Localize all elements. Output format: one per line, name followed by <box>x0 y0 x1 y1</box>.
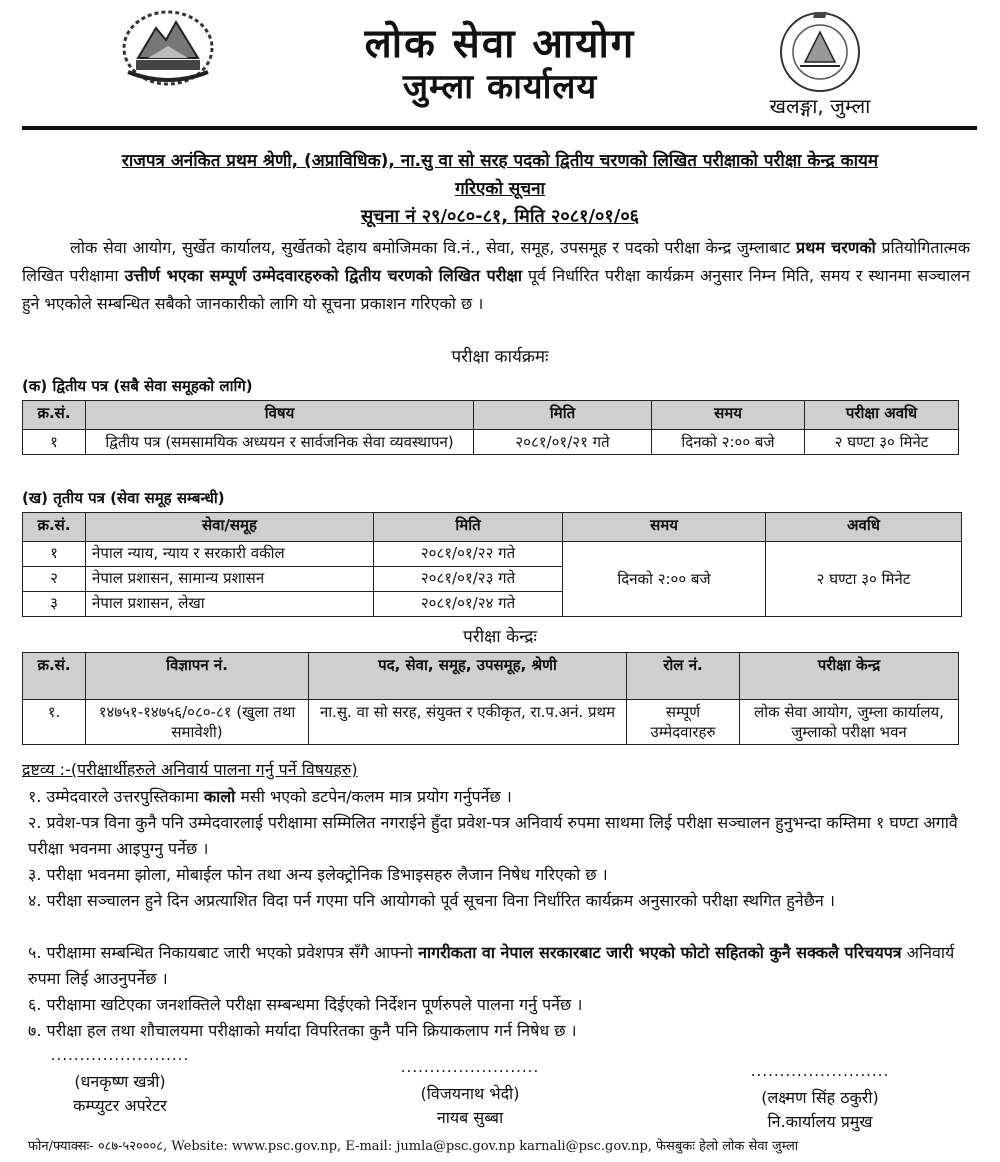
signature-block-3 <box>730 1062 910 1132</box>
table-header: मिति <box>474 401 652 430</box>
table-header: परीक्षा केन्द्र <box>740 653 959 700</box>
signature-block-2 <box>390 1058 550 1128</box>
table-header: विषय <box>86 401 474 430</box>
table-header: क्र.सं. <box>23 401 86 430</box>
notice-number: सूचना नं २९/०८०-८१, मिति २०८१/०१/०६ <box>360 206 640 227</box>
program-title: परीक्षा कार्यक्रमः <box>451 347 549 367</box>
table-cell-duration: २ घण्टा ३० मिनेट <box>766 542 962 617</box>
table-cell: १ <box>23 430 86 455</box>
notes-heading: द्रष्टव्य :-(परीक्षार्थीहरुले अनिवार्य पालना गर्नु पर्ने विषयहरु) <box>22 760 358 779</box>
table-header: क्र.सं. <box>23 653 86 700</box>
table-cell: ना.सु. वा सो सरह, संयुक्त र एकीकृत, रा.प.अनं. प्रथम <box>309 700 627 745</box>
table-cell: नेपाल प्रशासन, सामान्य प्रशासन <box>86 567 374 592</box>
table-cell: १ <box>23 542 86 567</box>
table-header: विज्ञापन नं. <box>86 653 309 700</box>
table-cell: १. <box>23 700 86 745</box>
office-name: जुम्ला कार्यालय <box>402 67 598 107</box>
rule-2: २. प्रवेश-पत्र विना कुनै पनि उम्मेदवारलाई परीक्षामा सम्मिलित नगराईने हुँदा प्रवेश-पत्र अनिवार्य रुपमा साथमा लिई परीक्षा सञ्चालन हुनुभन्दा कम्तिमा १ घण्टा अगावै परीक्षा भवनमा आइपुग्नु पर्नेछ । <box>28 813 958 858</box>
rule-3: ३. परीक्षा भवनमा झोला, मोबाईल फोन तथा अन्य इलेक्ट्रोनिक डिभाइसहरु लैजान निषेध गरिएको छ । <box>28 865 608 884</box>
signature-line: ........................ <box>400 1058 540 1076</box>
signatory-name: (धनकृष्ण खत्री) <box>74 1072 166 1091</box>
table-cell: २ <box>23 567 86 592</box>
table-cell: २०८१/०१/२१ गते <box>474 430 652 455</box>
rule-text: ५. परीक्षामा सम्बन्धित निकायबाट जारी भएको प्रवेशपत्र सँगै आफ्नो <box>28 943 419 962</box>
signature-line: ........................ <box>750 1062 890 1080</box>
rule-4: ४. परीक्षा सञ्चालन हुने दिन अप्रत्याशित विदा पर्न गएमा पनि आयोगको पूर्व सूचना विना निर्धारित कार्यक्रम अनुसारको परीक्षा स्थगित हुनेछैन । <box>28 891 835 910</box>
table2-label: (ख) तृतीय पत्र (सेवा समूह सम्बन्धी) <box>22 489 225 507</box>
table-header: अवधि <box>766 513 962 542</box>
header-divider <box>22 126 977 130</box>
rule-text: अनिवार्य रुपमा लिई आउनुपर्नेछ । <box>28 943 955 988</box>
paragraph-text-1: लोक सेवा आयोग, सुर्खेत कार्यालय, सुर्खेतको देहाय बमोजिमका वि.नं., सेवा, समूह, उपसमूह र पदको परीक्षा केन्द्र जुम्लाबाट <box>70 238 797 257</box>
third-paper-table <box>22 512 962 617</box>
rule-text: १. उम्मेदवारले उत्तरपुस्तिकामा <box>28 787 204 806</box>
table-cell: द्वितीय पत्र (समसामयिक अध्ययन र सार्वजनिक सेवा व्यवस्थापन) <box>86 430 474 455</box>
paragraph-text-2: प्रतियोगितात्मक लिखित परीक्षामा <box>22 238 970 285</box>
notice-subject-line2: गरिएको सूचना <box>455 179 545 199</box>
table-cell: २ घण्टा ३० मिनेट <box>805 430 959 455</box>
signatory-title: नि.कार्यालय प्रमुख <box>767 1112 873 1131</box>
exam-center-title: परीक्षा केन्द्रः <box>463 627 537 647</box>
table-row <box>23 430 959 455</box>
table-cell: १४७५१-१४७५६/०८०-८१ (खुला तथा समावेशी) <box>86 700 309 745</box>
table-cell: नेपाल प्रशासन, लेखा <box>86 592 374 617</box>
table-cell: २०८१/०१/२४ गते <box>374 592 563 617</box>
table-header: समय <box>563 513 766 542</box>
table-cell: दिनको २:०० बजे <box>652 430 805 455</box>
signatory-name: (लक्ष्मण सिंह ठकुरी) <box>761 1088 879 1107</box>
table-header-row <box>23 653 959 700</box>
commission-title: लोक सेवा आयोग <box>364 21 636 67</box>
signatory-title: नायब सुब्बा <box>436 1108 504 1127</box>
table-cell: नेपाल न्याय, न्याय र सरकारी वकील <box>86 542 374 567</box>
paragraph-text-3: पूर्व निर्धारित परीक्षा कार्यक्रम अनुसार निम्न मिति, समय र स्थानमा सञ्चालन हुने भएकोले सम्बन्धित सबैको जानकारीको लागि यो सूचना प्रकाशन गरिएको छ । <box>22 266 970 313</box>
table-header: सेवा/समूह <box>86 513 374 542</box>
signatory-title: कम्प्युटर अपरेटर <box>73 1096 167 1115</box>
table-cell-time: दिनको २:०० बजे <box>563 542 766 617</box>
rule-7: ७. परीक्षा हल तथा शौचालयमा परीक्षाको मर्यादा विपरितका कुनै पनि क्रियाकलाप गर्न निषेध छ । <box>28 1021 577 1040</box>
rule-bold: कालो <box>203 787 236 806</box>
second-paper-table <box>22 400 959 455</box>
notice-paragraph <box>22 234 970 318</box>
table1-label: (क) द्वितीय पत्र (सबै सेवा समूहको लागि) <box>22 377 253 395</box>
signatory-name: (विजयनाथ भेदी) <box>420 1084 520 1103</box>
rule-bold: नागरीकता वा नेपाल सरकारबाट जारी भएको फोटो सहितको कुनै सक्कलै परिचयपत्र <box>418 943 902 962</box>
rule-6: ६. परीक्षामा खटिएका जनशक्तिले परीक्षा सम्बन्धमा दिईएको निर्देशन पूर्णरुपले पालना गर्नु पर्नेछ । <box>28 995 583 1014</box>
table-header: समय <box>652 401 805 430</box>
table-header-row <box>23 401 959 430</box>
table-header: परीक्षा अवधि <box>805 401 959 430</box>
table-cell: सम्पूर्ण उम्मेदवारहरु <box>627 700 740 745</box>
notice-subject-line1: राजपत्र अनंकित प्रथम श्रेणी, (अप्राविधिक), ना.सु वा सो सरह पदको द्वितीय चरणको लिखित परीक्षाको परीक्षा केन्द्र कायम <box>121 151 879 171</box>
table-row <box>23 700 959 745</box>
paragraph-bold-2: उत्तीर्ण भएका सम्पूर्ण उम्मेदवारहरुको द्वितीय चरणको लिखित परीक्षा <box>124 266 522 285</box>
table-header: पद, सेवा, समूह, उपसमूह, श्रेणी <box>309 653 627 700</box>
signature-line: ........................ <box>50 1046 190 1064</box>
rule-text: मसी भएको डटपेन/कलम मात्र प्रयोग गर्नुपर्नेछ । <box>235 787 512 806</box>
table-cell: लोक सेवा आयोग, जुम्ला कार्यालय, जुम्लाको परीक्षा भवन <box>740 700 959 745</box>
exam-center-table <box>22 652 959 745</box>
paragraph-bold-1: प्रथम चरणको <box>796 238 876 257</box>
table-cell: २०८१/०१/२२ गते <box>374 542 563 567</box>
table-cell: २०८१/०१/२३ गते <box>374 567 563 592</box>
signature-block-1 <box>40 1046 200 1116</box>
table-header-row <box>23 513 962 542</box>
office-location: खलङ्गा, जुम्ला <box>769 94 871 118</box>
table-row <box>23 542 962 567</box>
table-header: क्र.सं. <box>23 513 86 542</box>
table-header: मिति <box>374 513 563 542</box>
contact-footer: फोन/फ्याक्सः- ०८७-५२०००८, Website: www.psc.gov.np, E-mail: jumla@psc.gov.np karnali@psc.gov.np, फेसबुकः हेलो लोक सेवा जुम्ला <box>28 1139 799 1154</box>
rule-1 <box>28 784 968 810</box>
table-cell: ३ <box>23 592 86 617</box>
rule-5 <box>28 940 968 992</box>
table-header: रोल नं. <box>627 653 740 700</box>
